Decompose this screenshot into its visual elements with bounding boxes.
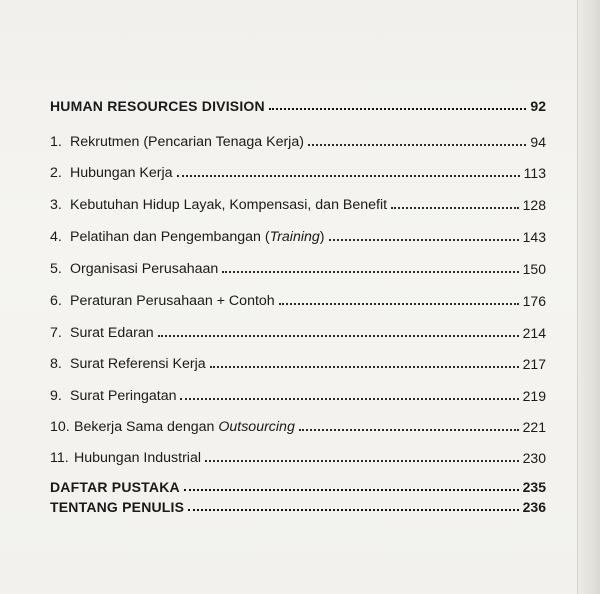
item-number: 6. [50, 293, 62, 309]
toc-item[interactable] [50, 319, 546, 341]
item-title: Surat Edaran [70, 325, 154, 341]
back-matter-title: DAFTAR PUSTAKA [50, 479, 180, 495]
section-title: HUMAN RESOURCES DIVISION [50, 98, 265, 114]
item-title: Hubungan Industrial [74, 450, 201, 466]
toc-item[interactable] [50, 382, 546, 404]
toc-section-heading[interactable] [50, 92, 546, 114]
show-through-text [30, 66, 570, 78]
leader-dots [158, 335, 519, 337]
leader-dots [184, 489, 519, 491]
leader-dots [180, 398, 518, 400]
item-title: Bekerja Sama dengan [74, 419, 219, 435]
leader-dots [222, 271, 518, 273]
item-number: 11. [50, 450, 69, 466]
page-number: 214 [522, 325, 546, 341]
page-number: 236 [522, 499, 546, 515]
toc-item[interactable] [50, 223, 546, 245]
item-title: Rekrutmen (Pencarian Tenaga Kerja) [70, 134, 304, 150]
item-title: Pelatihan dan Pengembangan ( [70, 229, 270, 245]
back-matter-title: TENTANG PENULIS [50, 499, 185, 515]
leader-dots [391, 207, 519, 209]
toc-item[interactable] [50, 444, 546, 466]
item-title: Hubungan Kerja [70, 165, 173, 181]
toc-item[interactable] [50, 128, 546, 150]
toc-item[interactable] [50, 255, 546, 277]
item-number: 2. [50, 165, 62, 181]
item-title-italic: Training [269, 229, 320, 245]
leader-dots [269, 108, 527, 110]
show-through-text [30, 48, 570, 60]
item-title: Kebutuhan Hidup Layak, Kompensasi, dan Benefit [70, 197, 388, 213]
item-number: 7. [50, 325, 62, 341]
toc-back-matter[interactable] [50, 493, 546, 515]
page-number: 150 [522, 261, 546, 277]
page-number: 113 [523, 165, 546, 181]
show-through-text [30, 6, 570, 18]
page-number: 221 [522, 419, 546, 435]
leader-dots [205, 460, 519, 462]
toc-item[interactable] [50, 191, 546, 213]
item-title-italic: Outsourcing [218, 419, 295, 435]
toc-item[interactable] [50, 350, 546, 372]
item-number: 3. [50, 197, 62, 213]
item-number: 10. [50, 419, 70, 435]
item-number: 5. [50, 261, 62, 277]
page-number: 217 [522, 356, 546, 372]
page-number: 219 [522, 388, 546, 404]
toc-item[interactable] [50, 287, 546, 309]
page-number: 230 [522, 450, 546, 466]
item-title-suffix: ) [319, 229, 325, 245]
toc-back-matter[interactable] [50, 473, 546, 495]
leader-dots [299, 429, 519, 431]
show-through-text [30, 26, 570, 38]
item-number: 4. [50, 229, 62, 245]
page-edge [577, 0, 600, 594]
item-number: 8. [50, 356, 62, 372]
item-title: Peraturan Perusahaan + Contoh [70, 293, 275, 309]
leader-dots [308, 144, 526, 146]
leader-dots [210, 366, 519, 368]
toc-item[interactable] [50, 159, 546, 181]
leader-dots [279, 303, 519, 305]
page-number: 128 [522, 197, 546, 213]
item-number: 9. [50, 388, 62, 404]
page-number: 94 [530, 134, 546, 150]
page-number: 235 [522, 479, 546, 495]
item-number: 1. [50, 134, 62, 150]
item-title: Surat Referensi Kerja [70, 356, 206, 372]
leader-dots [188, 509, 518, 511]
page-number: 143 [522, 229, 546, 245]
page-number: 176 [522, 293, 546, 309]
item-title: Surat Peringatan [70, 388, 177, 404]
page-number: 92 [530, 98, 546, 114]
item-title: Organisasi Perusahaan [70, 261, 219, 277]
leader-dots [177, 175, 520, 177]
toc-item[interactable] [50, 413, 546, 435]
leader-dots [329, 239, 519, 241]
